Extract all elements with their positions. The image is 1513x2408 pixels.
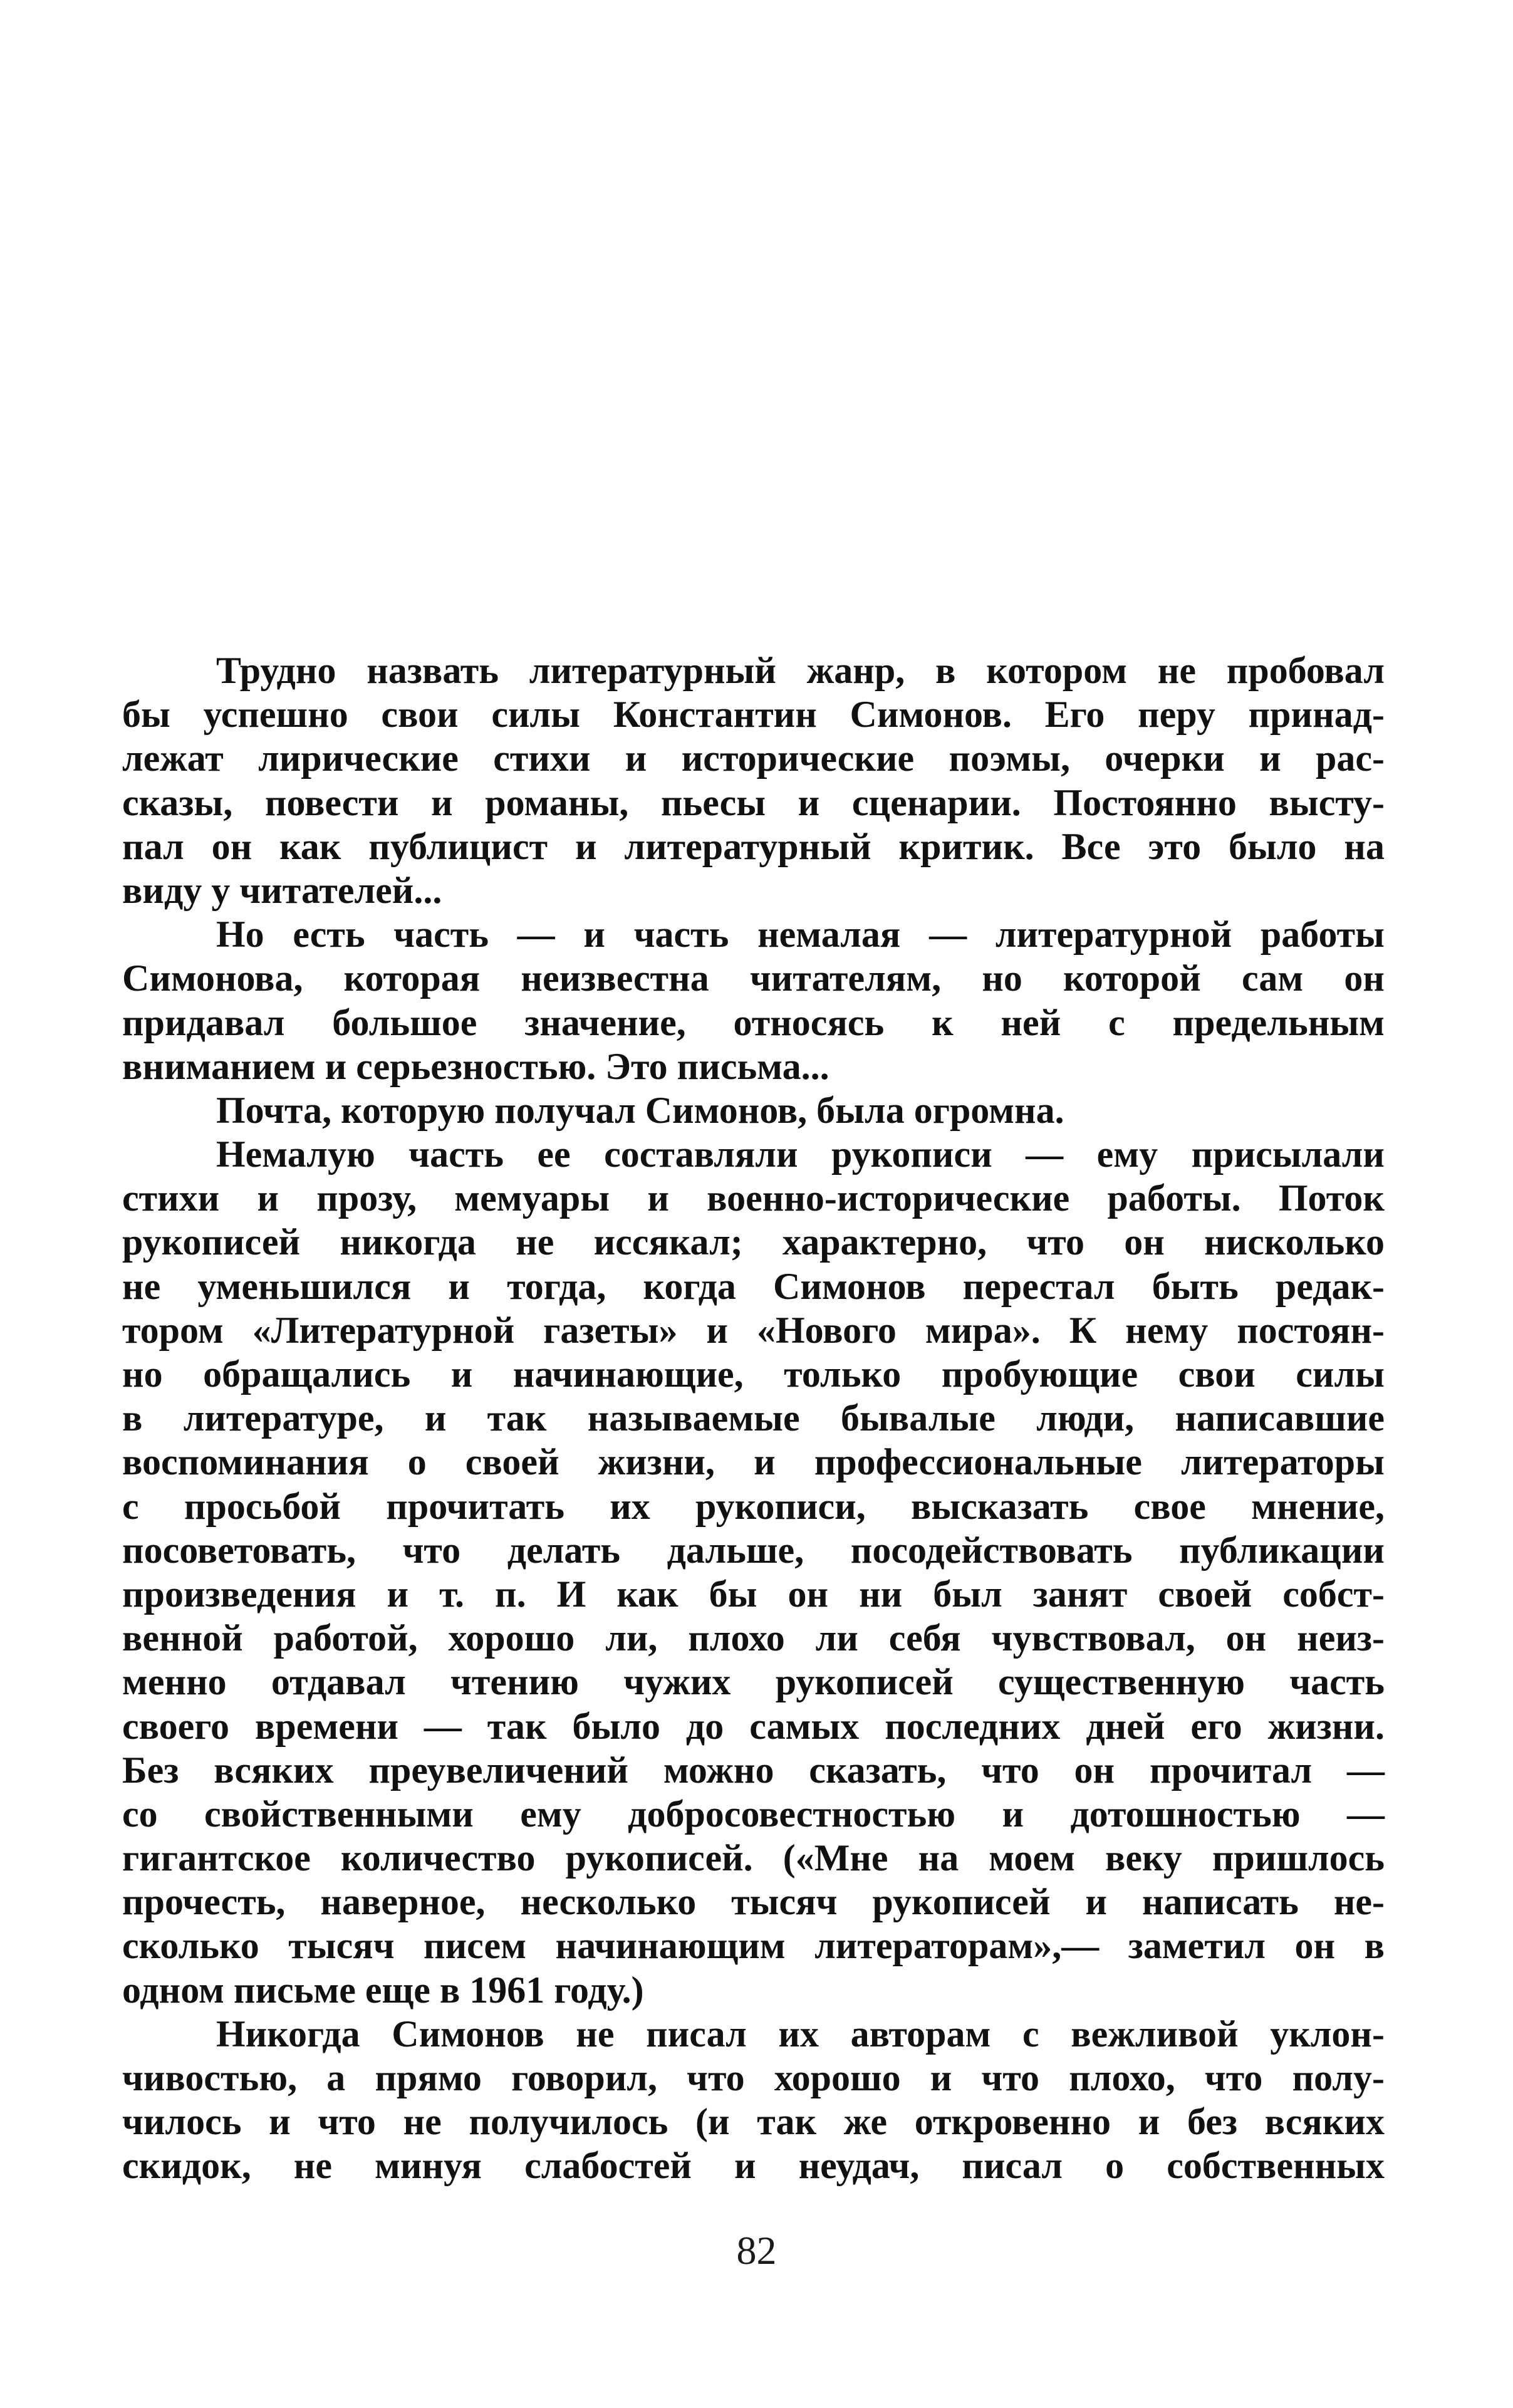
text-line: воспоминания о своей жизни, и профессиональные литераторы [122, 1441, 1385, 1483]
text-line: прочесть, наверное, несколько тысяч рукописей и написать не- [122, 1881, 1385, 1923]
text-line: пал он как публицист и литературный критик. Все это было на [122, 825, 1385, 867]
text-line: Симонова, которая неизвестна читателям, но которой сам он [122, 957, 1385, 999]
page-number: 82 [736, 2228, 777, 2273]
text-line: лежат лирические стихи и исторические поэмы, очерки и рас- [122, 738, 1385, 779]
text-line: Никогда Симонов не писал их авторам с вежливой уклон- [216, 2013, 1385, 2055]
body-text [122, 649, 1385, 2188]
text-line: Без всяких преувеличений можно сказать, что он прочитал — [122, 1749, 1385, 1791]
text-line: со свойственными ему добросовестностью и дотошностью — [122, 1793, 1385, 1835]
text-line: вниманием и серьезностью. Это письма... [122, 1045, 829, 1087]
text-line: Почта, которую получал Симонов, была огромна. [216, 1089, 1064, 1131]
text-line: венной работой, хорошо ли, плохо ли себя чувствовал, он неиз- [122, 1617, 1385, 1659]
text-line: Немалую часть ее составляли рукописи — ему присылали [216, 1134, 1385, 1175]
text-line: тором «Литературной газеты» и «Нового мира». К нему постоян- [122, 1309, 1385, 1351]
text-line: чивостью, а прямо говорил, что хорошо и что плохо, что полу- [122, 2057, 1385, 2098]
text-line: посоветовать, что делать дальше, посодействовать публикации [122, 1529, 1385, 1571]
text-line: бы успешно свои силы Константин Симонов. Его перу принад- [122, 694, 1385, 736]
text-line: чилось и что не получилось (и так же откровенно и без всяких [122, 2101, 1385, 2143]
text-line: сказы, повести и романы, пьесы и сценарии. Постоянно высту- [122, 781, 1385, 823]
text-line: рукописей никогда не иссякал; характерно, что он нисколько [122, 1221, 1385, 1263]
text-line: в литературе, и так называемые бывалые люди, написавшие [122, 1397, 1385, 1439]
text-line: Но есть часть — и часть немалая — литературной работы [216, 914, 1385, 956]
text-line: не уменьшился и тогда, когда Симонов перестал быть редак- [122, 1265, 1385, 1307]
text-line: придавал большое значение, относясь к ней с предельным [122, 1001, 1385, 1043]
text-line: скидок, не минуя слабостей и неудач, писал о собственных [122, 2145, 1385, 2187]
text-line: виду у читателей... [122, 869, 442, 911]
text-line: своего времени — так было до самых последних дней его жизни. [122, 1705, 1385, 1747]
text-line: с просьбой прочитать их рукописи, высказать свое мнение, [122, 1485, 1385, 1527]
text-line: Трудно назвать литературный жанр, в котором не пробовал [216, 650, 1385, 691]
text-line: одном письме еще в 1961 году.) [122, 1969, 644, 2011]
text-line: гигантское количество рукописей. («Мне на моем веку пришлось [122, 1837, 1385, 1879]
text-line: менно отдавал чтению чужих рукописей существенную часть [122, 1661, 1385, 1703]
text-line: стихи и прозу, мемуары и военно-исторические работы. Поток [122, 1177, 1385, 1219]
text-line: сколько тысяч писем начинающим литераторам»,— заметил он в [122, 1925, 1385, 1967]
text-line: произведения и т. п. И как бы он ни был занят своей собст- [122, 1573, 1385, 1615]
text-line: но обращались и начинающие, только пробующие свои силы [122, 1353, 1385, 1395]
